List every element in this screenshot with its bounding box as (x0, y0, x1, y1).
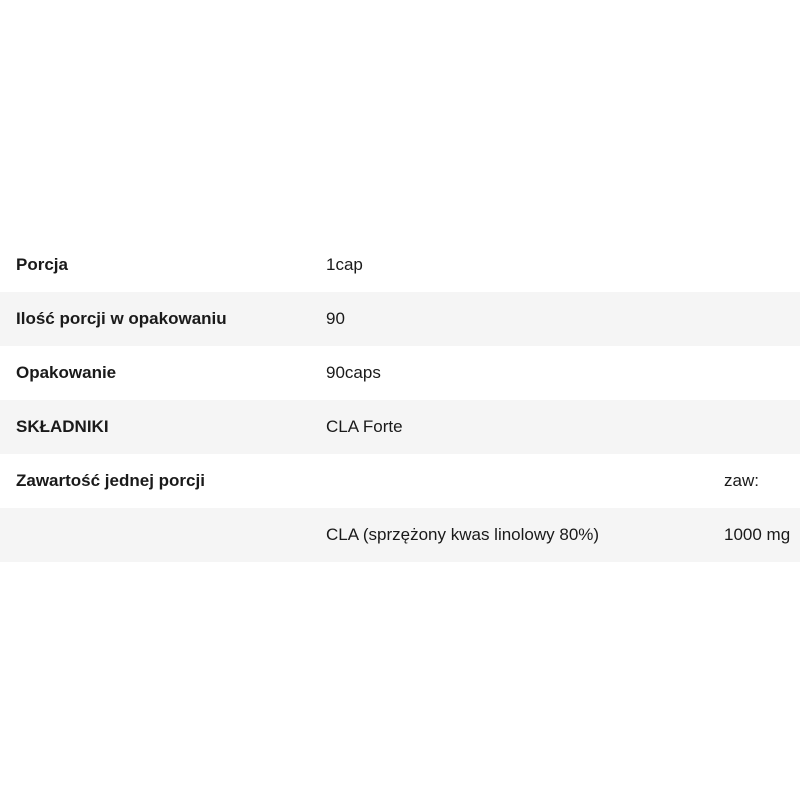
row-value: 90caps (310, 346, 694, 400)
row-amount (694, 508, 800, 562)
row-label: SKŁADNIKI (0, 400, 310, 454)
row-label: Opakowanie (0, 346, 310, 400)
row-label: Zawartość jednej porcji (0, 454, 310, 508)
row-value: 1cap (310, 238, 694, 292)
row-label: Ilość porcji w opakowaniu (0, 292, 310, 346)
table-body (0, 238, 800, 562)
row-label: Porcja (0, 238, 310, 292)
row-value: 90 (310, 292, 694, 346)
table-row (0, 508, 800, 562)
row-amount (694, 400, 800, 454)
product-specification-table (0, 238, 800, 562)
table-row (0, 238, 800, 292)
row-value (310, 454, 694, 508)
row-amount-text: 1000 mg (724, 524, 791, 544)
row-amount (694, 454, 800, 508)
row-amount-text: zaw: (724, 470, 759, 490)
row-amount (694, 346, 800, 400)
row-value: CLA Forte (310, 400, 694, 454)
row-amount (694, 238, 800, 292)
table-row (0, 400, 800, 454)
row-amount (694, 292, 800, 346)
table-row (0, 346, 800, 400)
table-row (0, 292, 800, 346)
row-label (0, 508, 310, 562)
row-value: CLA (sprzężony kwas linolowy 80%) (310, 508, 694, 562)
table-row (0, 454, 800, 508)
